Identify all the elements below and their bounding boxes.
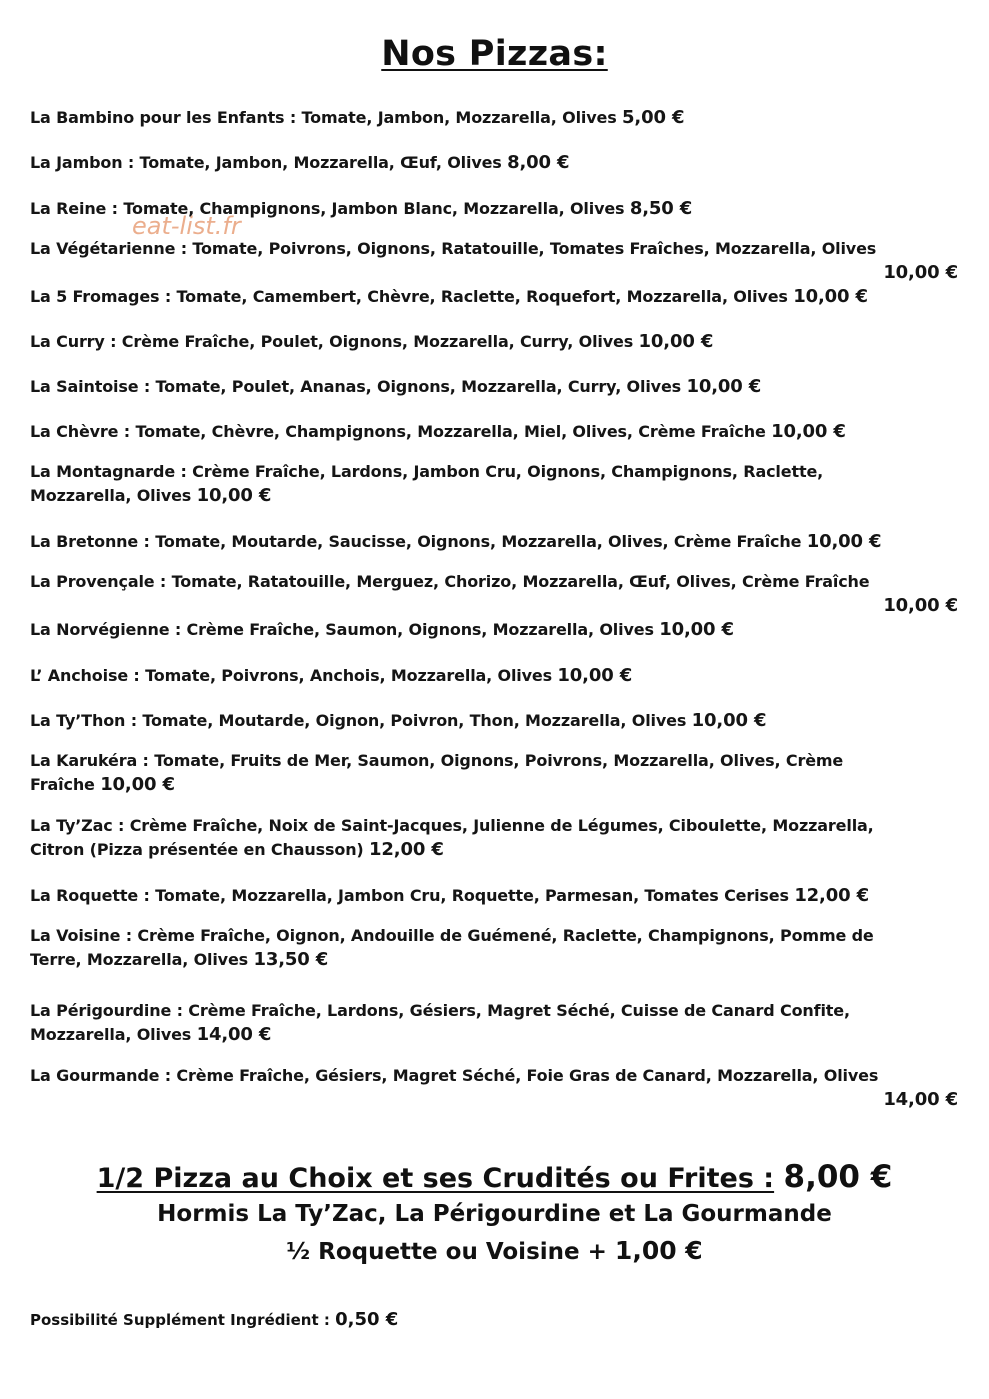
half-pizza-extra	[0, 1235, 989, 1268]
pizza-price: 5,00 €	[622, 107, 685, 128]
pizza-item-voisine	[30, 924, 960, 972]
pizza-item-karukera	[30, 749, 960, 797]
pizza-price: 10,00 €	[659, 619, 734, 640]
pizza-item-chevre	[30, 420, 960, 444]
pizza-item-jambon	[30, 151, 960, 175]
pizza-description: La Ty’Zac : Crème Fraîche, Noix de Saint-Jacques, Julienne de Légumes, Ciboulette, Mozzarella,	[30, 816, 874, 835]
half-pizza-extra-price: 1,00 €	[614, 1236, 703, 1265]
pizza-price: 8,00 €	[507, 152, 570, 173]
pizza-price: 13,50 €	[253, 949, 329, 970]
pizza-description: La Ty’Thon : Tomate, Moutarde, Oignon, Poivron, Thon, Mozzarella, Olives	[30, 711, 687, 730]
pizza-description: La Provençale : Tomate, Ratatouille, Merguez, Chorizo, Mozzarella, Œuf, Olives, Crème Fraîche	[30, 572, 870, 591]
pizza-item-provencale	[30, 570, 960, 618]
pizza-price: 10,00 €	[883, 595, 958, 616]
supplement-price: 0,50 €	[335, 1309, 399, 1330]
half-pizza-extra-label: ½ Roquette ou Voisine +	[286, 1239, 607, 1265]
pizza-item-gourmande	[30, 1064, 960, 1112]
pizza-price: 12,00 €	[369, 839, 444, 860]
page-title	[0, 32, 989, 76]
pizza-price: 12,00 €	[794, 885, 869, 906]
pizza-description: La Jambon : Tomate, Jambon, Mozzarella, Œuf, Olives	[30, 153, 502, 172]
pizza-item-roquette	[30, 884, 960, 908]
pizza-price: 10,00 €	[100, 774, 175, 795]
pizza-price: 10,00 €	[883, 262, 958, 283]
pizza-description: La Saintoise : Tomate, Poulet, Ananas, Oignons, Mozzarella, Curry, Olives	[30, 377, 682, 396]
supplement-line	[30, 1308, 398, 1332]
pizza-description-continued: Mozzarella, Olives	[30, 1025, 192, 1044]
pizza-item-norvegienne	[30, 618, 960, 642]
pizza-price: 10,00 €	[691, 710, 767, 731]
pizza-description: La Chèvre : Tomate, Chèvre, Champignons, Mozzarella, Miel, Olives, Crème Fraîche	[30, 422, 766, 441]
pizza-item-bretonne	[30, 530, 960, 554]
pizza-item-anchoise	[30, 664, 960, 688]
pizza-description: La Montagnarde : Crème Fraîche, Lardons, Jambon Cru, Oignons, Champignons, Raclette,	[30, 462, 824, 481]
pizza-description: La Bretonne : Tomate, Moutarde, Saucisse, Oignons, Mozzarella, Olives, Crème Fraîche	[30, 532, 802, 551]
pizza-price: 10,00 €	[793, 286, 868, 307]
pizza-price: 10,00 €	[686, 376, 762, 397]
pizza-description: La Bambino pour les Enfants : Tomate, Jambon, Mozzarella, Olives	[30, 108, 617, 127]
pizza-description-continued: Terre, Mozzarella, Olives	[30, 950, 249, 969]
pizza-description-continued: Mozzarella, Olives	[30, 486, 192, 505]
pizza-description: La Voisine : Crème Fraîche, Oignon, Andouille de Guémené, Raclette, Champignons, Pomme de	[30, 926, 874, 945]
page-title-text: Nos Pizzas:	[381, 34, 608, 74]
pizza-price: 10,00 €	[771, 421, 846, 442]
pizza-item-tyzac	[30, 814, 960, 862]
pizza-description: L’ Anchoise : Tomate, Poivrons, Anchois, Mozzarella, Olives	[30, 666, 552, 685]
pizza-price: 14,00 €	[196, 1024, 272, 1045]
pizza-item-montagnarde	[30, 460, 960, 508]
pizza-item-reine	[30, 197, 960, 221]
pizza-description: La Karukéra : Tomate, Fruits de Mer, Saumon, Oignons, Poivrons, Mozzarella, Olives, Crème	[30, 751, 844, 770]
pizza-description: La Reine : Tomate, Champignons, Jambon Blanc, Mozzarella, Olives	[30, 199, 625, 218]
half-pizza-title: 1/2 Pizza au Choix et ses Crudités ou Frites :	[96, 1163, 775, 1194]
pizza-description: La Végétarienne : Tomate, Poivrons, Oignons, Ratatouille, Tomates Fraîches, Mozzarella, Olives	[30, 239, 877, 258]
pizza-item-bambino	[30, 106, 960, 130]
pizza-item-perigourdine	[30, 999, 960, 1047]
supplement-label: Possibilité Supplément Ingrédient :	[30, 1311, 330, 1329]
half-pizza-note: Hormis La Ty’Zac, La Périgourdine et La Gourmande	[157, 1201, 832, 1227]
pizza-price: 10,00 €	[196, 485, 272, 506]
pizza-description: La Norvégienne : Crème Fraîche, Saumon, Oignons, Mozzarella, Olives	[30, 620, 654, 639]
half-pizza-offer	[0, 1158, 989, 1198]
pizza-item-5-fromages	[30, 285, 960, 309]
pizza-description: La Périgourdine : Crème Fraîche, Lardons, Gésiers, Magret Séché, Cuisse de Canard Confite,	[30, 1001, 850, 1020]
pizza-description: La Curry : Crème Fraîche, Poulet, Oignons, Mozzarella, Curry, Olives	[30, 332, 634, 351]
pizza-price: 10,00 €	[638, 331, 714, 352]
pizza-price: 8,50 €	[629, 198, 693, 219]
pizza-description: La Gourmande : Crème Fraîche, Gésiers, Magret Séché, Foie Gras de Canard, Mozzarella, Olives	[30, 1066, 879, 1085]
pizza-item-tython	[30, 709, 960, 733]
half-pizza-price: 8,00 €	[783, 1159, 893, 1195]
pizza-description: La 5 Fromages : Tomate, Camembert, Chèvre, Raclette, Roquefort, Mozzarella, Olives	[30, 287, 788, 306]
pizza-description-continued: Fraîche	[30, 775, 95, 794]
pizza-item-vegetarienne	[30, 237, 960, 285]
pizza-price: 10,00 €	[806, 531, 882, 552]
pizza-price: 14,00 €	[883, 1089, 958, 1110]
pizza-item-saintoise	[30, 375, 960, 399]
pizza-description: La Roquette : Tomate, Mozzarella, Jambon Cru, Roquette, Parmesan, Tomates Cerises	[30, 886, 789, 905]
watermark-text: eat-list.fr	[132, 212, 241, 240]
pizza-item-curry	[30, 330, 960, 354]
pizza-description-continued: Citron (Pizza présentée en Chausson)	[30, 840, 364, 859]
pizza-price: 10,00 €	[557, 665, 633, 686]
